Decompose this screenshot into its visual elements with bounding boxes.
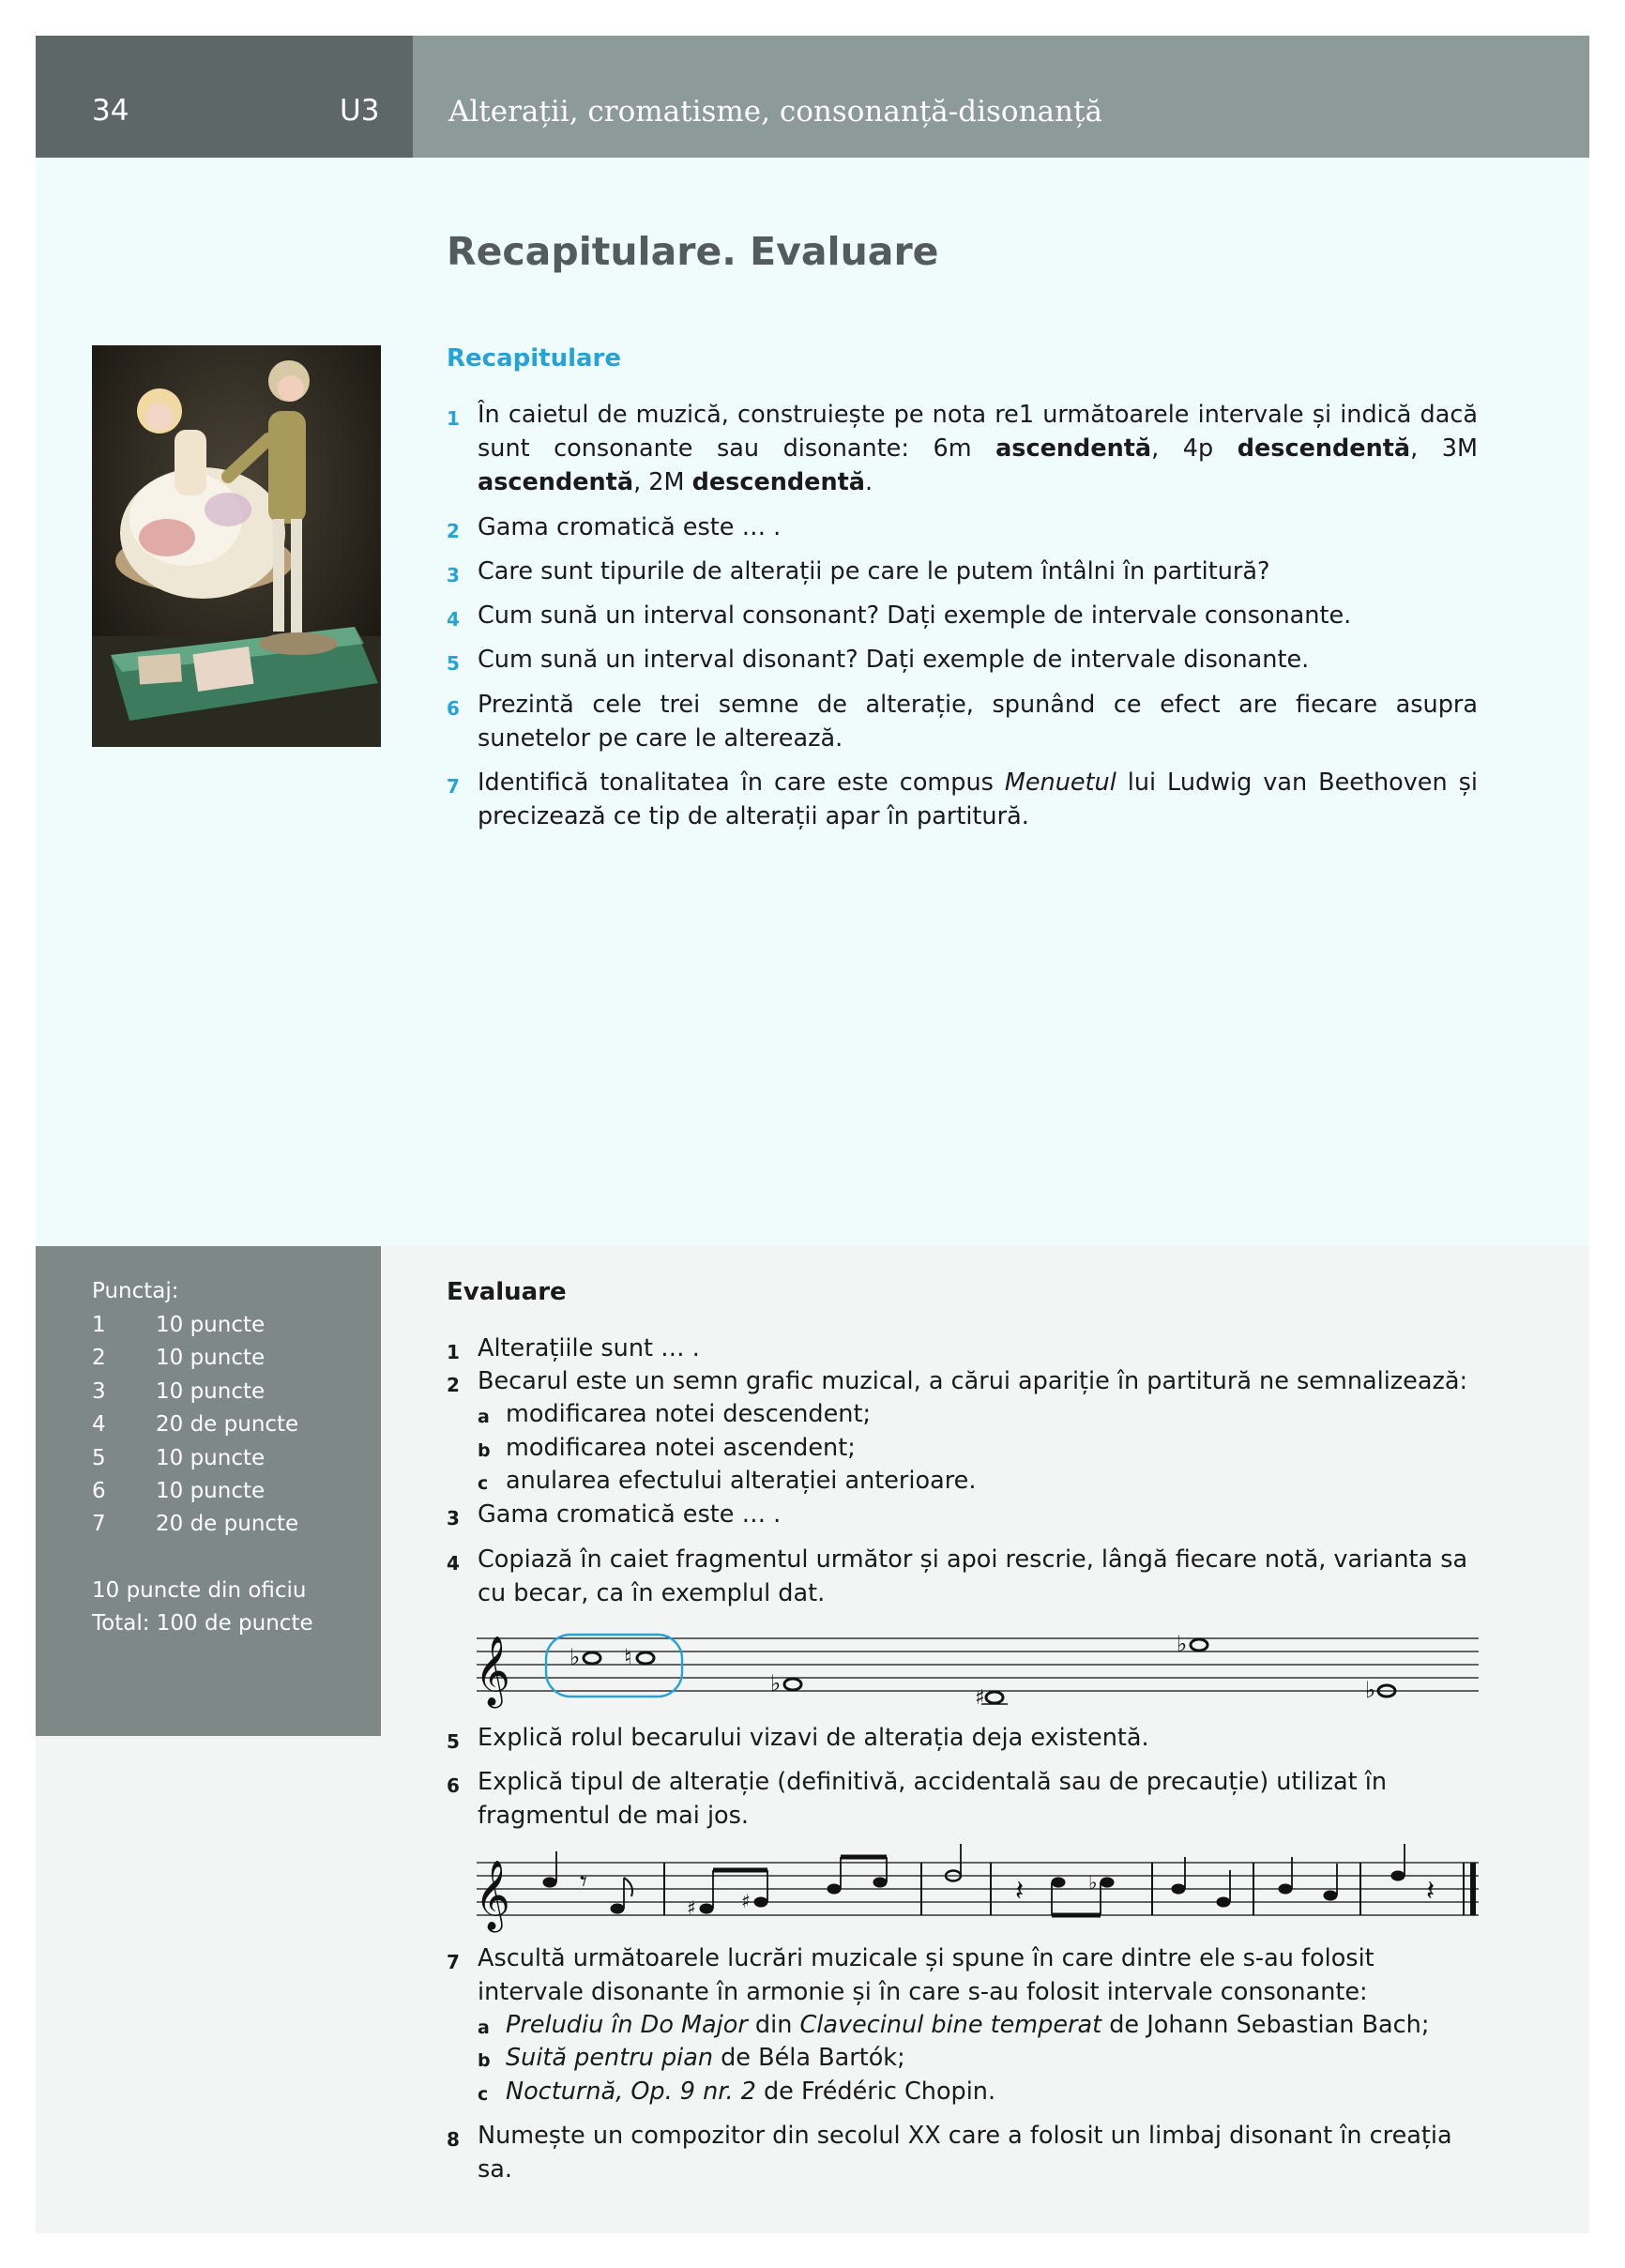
svg-text:𝄽: 𝄽 [1426, 1875, 1435, 1908]
unit-code: U3 [340, 94, 380, 128]
treble-clef-icon: 𝄞 [475, 1636, 510, 1706]
item-number: 1 [447, 407, 460, 430]
svg-text:𝄽: 𝄽 [1015, 1875, 1025, 1908]
item-text: Cum sună un interval disonant? Dați exemple de intervale disonante. [478, 646, 1310, 674]
item-text: În caietul de muzică, construiește pe nota re1 următoarele intervale și indică dacă sunt consonante sau disonante: 6m ascendentă, 4p descendentă, 3M ascendentă, 2M descendentă. [478, 401, 1479, 496]
music-staff-fragment [469, 1844, 1482, 1938]
svg-text:♭: ♭ [570, 1644, 581, 1670]
section-title: Recapitulare. Evaluare [447, 229, 939, 274]
item-text: Gama cromatică este … . [478, 1500, 782, 1529]
item-text: Becarul este un semn grafic muzical, a cărui apariție în partitură ne semnalizează: [478, 1367, 1468, 1395]
item-text: Alterațiile sunt … . [478, 1334, 700, 1362]
svg-text:♯: ♯ [741, 1890, 751, 1912]
svg-text:♭: ♭ [1365, 1677, 1376, 1703]
dancing-figurines-photo [92, 345, 381, 747]
item-number: 8 [447, 2128, 460, 2151]
item-text: Gama cromatică este … . [478, 513, 782, 541]
evaluation-heading: Evaluare [447, 1278, 567, 1306]
music-staff-accidentals [469, 1623, 1482, 1717]
item-text: Prezintă cele trei semne de alterație, spunând ce efect are fiecare asupra sunetelor pe care le alterează. [478, 691, 1478, 753]
item-number: 1 [447, 1341, 460, 1363]
item-text: Numește un compozitor din secolul XX care a folosit un limbaj disonant în creația sa. [478, 2122, 1452, 2184]
item-number: 2 [447, 520, 460, 542]
item-text: Care sunt tipurile de alterații pe care le putem întâlni în partitură? [478, 557, 1270, 586]
svg-text:♭: ♭ [770, 1670, 782, 1697]
item-number: 7 [447, 1951, 460, 1973]
item-text: Copiază în caiet fragmentul următor și apoi rescrie, lângă fiecare notă, varianta sa cu becar, ca în exemplul dat. [478, 1545, 1468, 1607]
score-oficiu: 10 puncte din oficiu [92, 1578, 307, 1603]
item-text: Explică tipul de alterație (definitivă, accidentală sau de precauție) utilizat în fragmentul de mai jos. [478, 1768, 1388, 1830]
item-number: 5 [447, 1730, 460, 1753]
svg-text:♮: ♮ [624, 1644, 632, 1670]
item-number: 4 [447, 608, 460, 631]
item-number: 4 [447, 1552, 460, 1575]
item-text: Cum sună un interval consonant? Dați exemple de intervale consonante. [478, 601, 1352, 630]
item-number: 3 [447, 1507, 460, 1530]
item-number: 7 [447, 775, 460, 798]
recap-heading: Recapitulare [447, 344, 621, 373]
item-number: 3 [447, 564, 460, 586]
item-text: Ascultă următoarele lucrări muzicale și spune în care dintre ele s-au folosit intervale disonante în armonie și în care s-au folosit intervale consonante: [478, 1944, 1374, 2006]
item-number: 6 [447, 697, 460, 720]
example-highlight [546, 1635, 682, 1697]
item-number: 5 [447, 652, 460, 675]
svg-text:♭: ♭ [1088, 1871, 1098, 1894]
item-text: Explică rolul becarului vizavi de alterația deja existentă. [478, 1724, 1149, 1752]
chapter-title: Alterații, cromatisme, consonanță-disonanță [448, 95, 1102, 129]
treble-clef-icon: 𝄞 [475, 1861, 510, 1930]
item-number: 2 [447, 1374, 460, 1396]
svg-text:𝄾: 𝄾 [580, 1865, 587, 1898]
svg-text:♭: ♭ [1177, 1631, 1188, 1657]
svg-text:♯: ♯ [687, 1896, 696, 1919]
page-number: 34 [92, 94, 129, 128]
svg-text:♯: ♯ [975, 1686, 985, 1710]
score-title: Punctaj: [92, 1279, 179, 1303]
score-total: Total: 100 de puncte [92, 1611, 313, 1636]
item-text: Identifică tonalitatea în care este compus Menuetul lui Ludwig van Beethoven și precizează ce tip de alterații apar în partitură. [478, 769, 1478, 830]
item-number: 6 [447, 1774, 460, 1797]
